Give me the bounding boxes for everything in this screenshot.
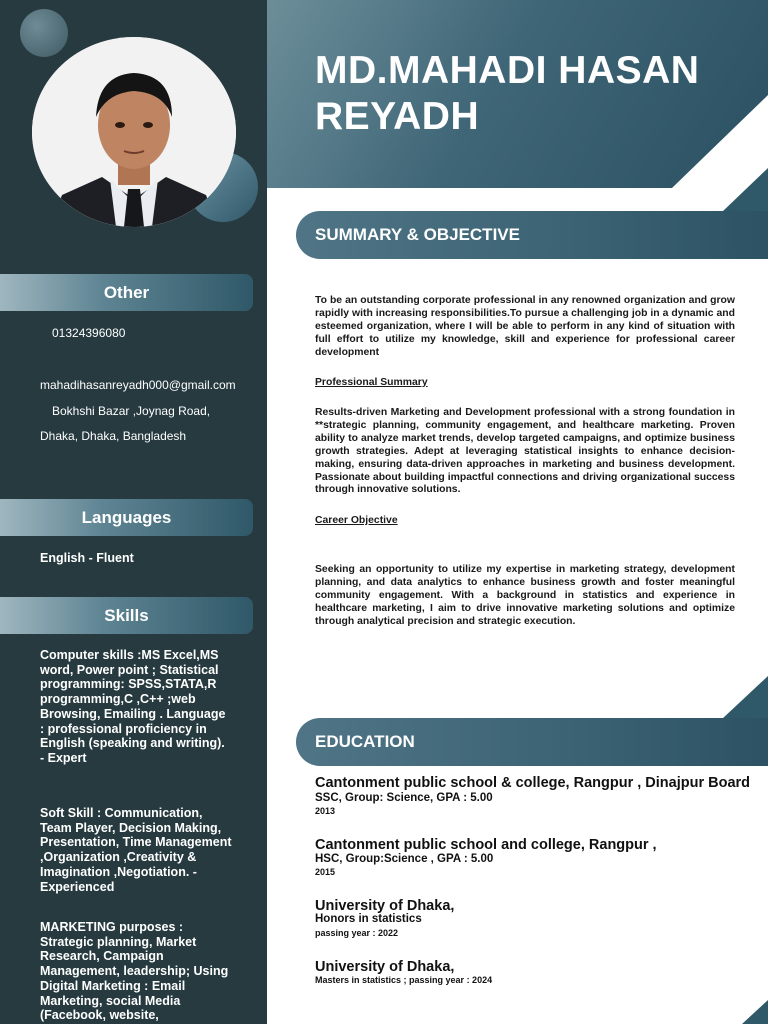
candidate-name: MD.MAHADI HASAN REYADH bbox=[315, 49, 700, 138]
phone-number: 01324396080 bbox=[52, 326, 126, 340]
education-year: passing year : 2022 bbox=[315, 928, 399, 938]
career-objective-heading: Career Objective bbox=[315, 515, 398, 526]
education-year: 2015 bbox=[315, 867, 336, 877]
language-item: English - Fluent bbox=[40, 551, 134, 565]
languages-heading: Languages bbox=[0, 499, 253, 536]
education-detail: Masters in statistics ; passing year : 2024 bbox=[315, 975, 493, 985]
education-detail: SSC, Group: Science, GPA : 5.00 bbox=[315, 792, 493, 804]
education-heading: EDUCATION bbox=[296, 718, 768, 766]
other-heading: Other bbox=[0, 274, 253, 311]
education-institution: Cantonment public school and college, Rangpur , bbox=[315, 837, 657, 853]
sidebar bbox=[0, 0, 267, 1024]
address-line-1: Bokhshi Bazar ,Joynag Road, bbox=[52, 404, 211, 418]
email-address: mahadihasanreyadh000@gmail.com bbox=[40, 378, 236, 392]
career-objective: Seeking an opportunity to utilize my expertise in marketing strategy, development planning, and data analytics to enhance business growth and foster meaningful community engagement. With a background in statistics and experience in healthcare marketing, I aim to drive innovative marketing solutions and optimize through analytical precision and strategic execution. bbox=[315, 564, 735, 627]
profile-photo bbox=[32, 37, 236, 227]
education-year: 2013 bbox=[315, 806, 336, 816]
education-institution: University of Dhaka, bbox=[315, 959, 455, 975]
professional-summary-heading: Professional Summary bbox=[315, 377, 428, 388]
address-line-2: Dhaka, Dhaka, Bangladesh bbox=[40, 429, 187, 443]
skill-item-soft: Soft Skill : Communication, Team Player, Decision Making, Presentation, Time Management ,Organization ,Creativity & Imagination ,Negotiation. - Experienced bbox=[40, 806, 232, 894]
education-institution: Cantonment public school & college, Rangpur , Dinajpur Board bbox=[315, 775, 751, 791]
decorative-circle bbox=[20, 9, 68, 57]
skill-item-computer: Computer skills :MS Excel,MS word, Power point ; Statistical programming: SPSS,STATA,R programming,C ,C++ ;web Browsing, Emailing . Language : professional proficiency in English (speaking and writing). - Expert bbox=[40, 648, 226, 765]
skills-heading: Skills bbox=[0, 597, 253, 634]
education-detail: HSC, Group:Science , GPA : 5.00 bbox=[315, 853, 494, 865]
education-detail: Honors in statistics bbox=[315, 913, 422, 925]
summary-intro: To be an outstanding corporate professional in any renowned organization and grow rapidly with increasing responsibilities.To pursue a challenging job in a dynamic and esteemed organization, where I will be able to perform in any kind of situation with full effort to utilize my knowledge, skill and experience for professional career development bbox=[315, 295, 735, 358]
summary-heading: SUMMARY & OBJECTIVE bbox=[296, 211, 768, 259]
skill-item-marketing: MARKETING purposes : Strategic planning, Market Research, Campaign Management, leadership; Using Digital Marketing : Email Marketing, social Media (Facebook, website, bbox=[40, 920, 229, 1023]
education-institution: University of Dhaka, bbox=[315, 898, 455, 914]
professional-summary: Results-driven Marketing and Development professional with a strong foundation in **strategic planning, community engagement, and healthcare marketing. Proven ability to analyze market trends, develop targeted campaigns, and optimize business growth strategies. Adept at leveraging statistical insights to enhance decision-making, ensuring data-driven approaches in marketing and business development. Passionate about building impactful connections and driving organizational success through innovative solutions. bbox=[315, 407, 735, 496]
